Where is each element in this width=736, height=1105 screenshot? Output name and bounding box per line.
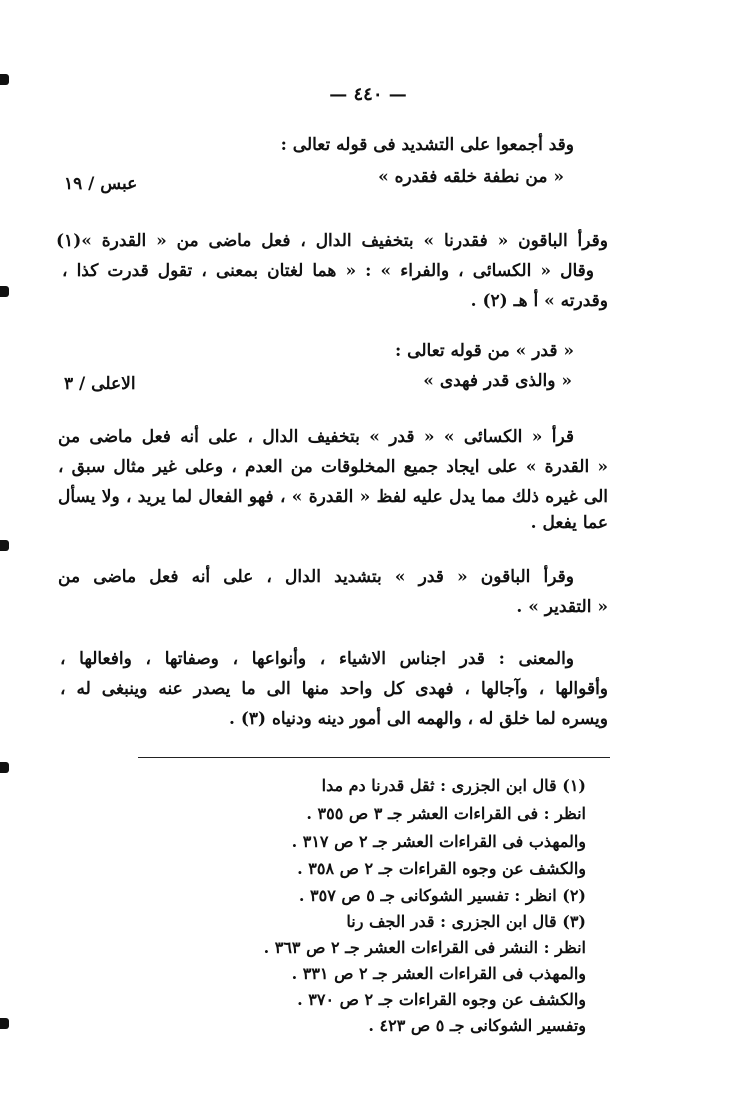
footnote-line: والكشف عن وجوه القراءات جـ ٢ ص ٣٧٠ .: [297, 990, 586, 1009]
text-line: « القدرة » على ايجاد جميع المخلوقات من العدم ، وعلى غير مثال سبق ،: [58, 457, 608, 477]
footnote-line: وتفسير الشوكانى جـ ٥ ص ٤٢٣ .: [368, 1016, 586, 1035]
footnote-line: والكشف عن وجوه القراءات جـ ٢ ص ٣٥٨ .: [297, 859, 586, 878]
text-line: « قدر » من قوله تعالى :: [394, 341, 574, 361]
text-line: وقال « الكسائى ، والفراء » : « هما لغتان بمعنى ، تقول قدرت كذا ،: [62, 261, 594, 281]
text-line: وقرأ الباقون « فقدرنا » بتخفيف الدال ، فعل ماضى من « القدرة »(١): [56, 231, 608, 251]
footnote-divider: [138, 757, 610, 758]
text-line: ويسره لما خلق له ، والهمه الى أمور دينه ودنياه (٣) .: [229, 709, 608, 729]
footnote-line: والمهذب فى القراءات العشر جـ ٢ ص ٣١٧ .: [291, 832, 586, 851]
verse-reference: عبس / ١٩: [64, 174, 138, 194]
text-line: وأقوالها ، وآجالها ، فهدى كل واحد منها الى ما يصدر عنه وينبغى له ،: [60, 679, 608, 699]
text-line: قرأ « الكسائى » « قدر » بتخفيف الدال ، على أنه فعل ماضى من: [58, 427, 574, 447]
text-line: وقد أجمعوا على التشديد فى قوله تعالى :: [280, 135, 574, 155]
footnote-line: (٢) انظر : تفسير الشوكانى جـ ٥ ص ٣٥٧ .: [298, 886, 586, 905]
footnote-line: (١) قال ابن الجزرى : ثقل قدرنا دم مدا: [321, 776, 586, 795]
verse-line: « من نطفة خلقه فقدره »: [378, 167, 564, 187]
text-line: وقرأ الباقون « قدر » بتشديد الدال ، على أنه فعل ماضى من: [58, 567, 574, 587]
verse-line: « والذى قدر فهدى »: [423, 371, 572, 391]
binding-mark: [0, 1018, 9, 1029]
footnote-line: والمهذب فى القراءات العشر جـ ٢ ص ٣٣١ .: [291, 964, 586, 983]
footnote-line: انظر : فى القراءات العشر جـ ٣ ص ٣٥٥ .: [306, 804, 586, 823]
text-line: الى غيره ذلك مما يدل عليه لفظ « القدرة » ، فهو الفعال لما يريد ، ولا يسأل: [58, 487, 608, 507]
text-line: وقدرته » أ هـ (٢) .: [470, 291, 608, 311]
text-line: « التقدير » .: [516, 597, 608, 617]
text-line: عما يفعل .: [530, 513, 608, 533]
binding-mark: [0, 762, 9, 773]
footnote-line: انظر : النشر فى القراءات العشر جـ ٢ ص ٣٦٣ .: [263, 938, 586, 957]
text-line: والمعنى : قدر اجناس الاشياء ، وأنواعها ، وصفاتها ، وافعالها ،: [60, 649, 574, 669]
binding-mark: [0, 286, 9, 297]
verse-reference: الاعلى / ٣: [64, 374, 136, 394]
binding-mark: [0, 540, 9, 551]
page-number: — ٤٤٠ —: [329, 84, 407, 105]
footnote-line: (٣) قال ابن الجزرى : قدر الجف رنا: [346, 912, 586, 931]
